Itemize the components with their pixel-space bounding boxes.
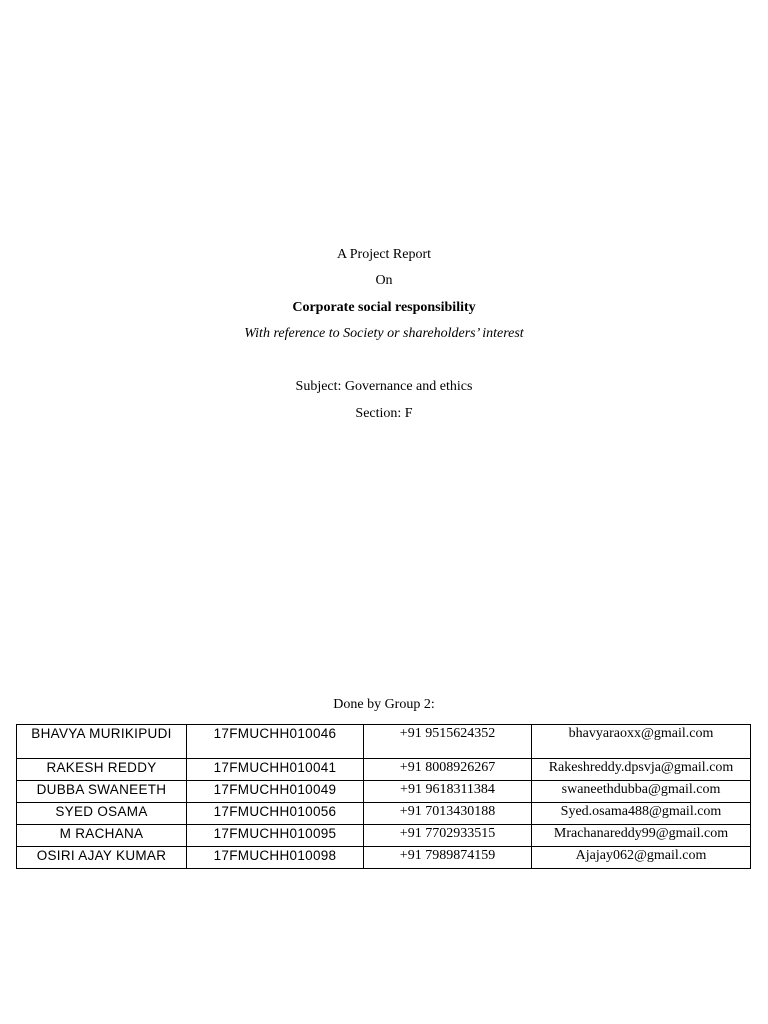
member-name: M RACHANA: [17, 825, 187, 847]
member-phone: +91 7989874159: [364, 847, 532, 869]
on-label: On: [375, 273, 393, 288]
member-id: 17FMUCHH010049: [187, 781, 364, 803]
table-row: [17, 825, 751, 847]
member-phone: +91 7702933515: [364, 825, 532, 847]
member-phone: +91 8008926267: [364, 759, 532, 781]
member-phone: +91 9515624352: [364, 725, 532, 759]
subject-line: Subject: Governance and ethics: [295, 379, 473, 394]
member-email: bhavyaraoxx@gmail.com: [532, 725, 751, 759]
member-name: SYED OSAMA: [17, 803, 187, 825]
table-row: [17, 759, 751, 781]
group-heading: Done by Group 2:: [333, 697, 435, 712]
member-email: Syed.osama488@gmail.com: [532, 803, 751, 825]
section-line: Section: F: [355, 406, 413, 421]
member-email: Mrachanareddy99@gmail.com: [532, 825, 751, 847]
member-name: BHAVYA MURIKIPUDI: [17, 725, 187, 759]
report-title: Corporate social responsibility: [292, 300, 476, 315]
member-id: 17FMUCHH010046: [187, 725, 364, 759]
member-phone: +91 7013430188: [364, 803, 532, 825]
report-label: A Project Report: [336, 247, 432, 262]
table-row: [17, 781, 751, 803]
table-row: [17, 725, 751, 759]
table-row: [17, 803, 751, 825]
member-id: 17FMUCHH010041: [187, 759, 364, 781]
member-name: OSIRI AJAY KUMAR: [17, 847, 187, 869]
member-id: 17FMUCHH010095: [187, 825, 364, 847]
member-email: Ajajay062@gmail.com: [532, 847, 751, 869]
report-subtitle: With reference to Society or shareholders’ interest: [244, 326, 524, 341]
member-email: swaneethdubba@gmail.com: [532, 781, 751, 803]
table-row: [17, 847, 751, 869]
members-table: [16, 724, 751, 869]
member-email: Rakeshreddy.dpsvja@gmail.com: [532, 759, 751, 781]
member-name: RAKESH REDDY: [17, 759, 187, 781]
member-name: DUBBA SWANEETH: [17, 781, 187, 803]
member-phone: +91 9618311384: [364, 781, 532, 803]
member-id: 17FMUCHH010098: [187, 847, 364, 869]
member-id: 17FMUCHH010056: [187, 803, 364, 825]
